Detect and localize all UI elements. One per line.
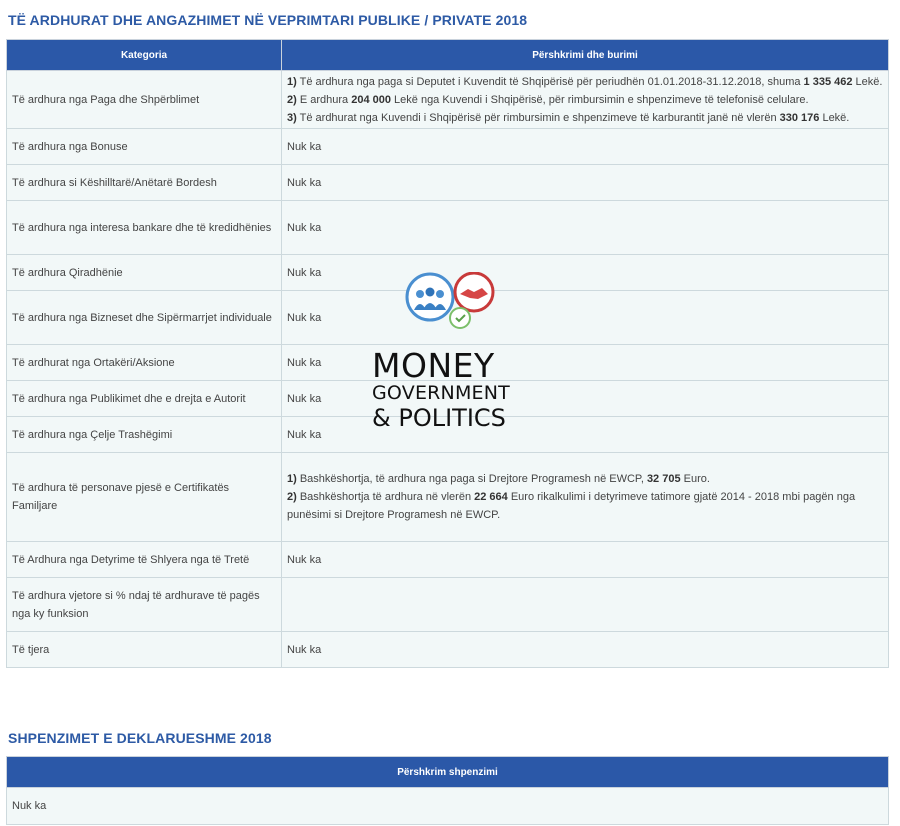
row-description: Nuk ka [282, 291, 889, 345]
line-number: 2) [287, 491, 297, 503]
table-row [7, 788, 889, 825]
line-text: Lekë nga Kuvendi i Shqipërisë, për rimbursimin e shpenzimeve të telefonisë celulare. [390, 93, 809, 106]
section-title-income: TË ARDHURAT DHE ANGAZHIMET NË VEPRIMTARI PUBLIKE / PRIVATE 2018 [8, 12, 528, 28]
amount-value: 204 000 [351, 93, 391, 106]
description-line [287, 73, 883, 91]
row-description: Nuk ka [282, 345, 889, 381]
row-category: Të ardhura nga Çelje Trashëgimi [7, 417, 282, 453]
table-row [7, 381, 889, 417]
table-row [7, 201, 889, 255]
row-description [282, 578, 889, 632]
watermark-line-government: GOVERNMENT [372, 382, 510, 404]
row-category: Të Ardhura nga Detyrime të Shlyera nga të Tretë [7, 542, 282, 578]
income-table [6, 39, 889, 668]
line-text: E ardhura [299, 93, 352, 106]
line-text: Euro. [680, 473, 710, 485]
row-description: Nuk ka [282, 417, 889, 453]
row-category: Të ardhura nga Bonuse [7, 129, 282, 165]
description-line [287, 91, 883, 109]
table-row [7, 578, 889, 632]
table-row [7, 129, 889, 165]
amount-value: 1 335 462 [803, 75, 853, 88]
table-row [7, 71, 889, 129]
row-description: Nuk ka [282, 381, 889, 417]
table-row [7, 417, 889, 453]
table-row [7, 255, 889, 291]
expense-value: Nuk ka [7, 788, 889, 825]
table-row [7, 345, 889, 381]
section-title-expenses: SHPENZIMET E DEKLARUESHME 2018 [8, 730, 272, 746]
row-category: Të tjera [7, 632, 282, 668]
amount-value: 22 664 [474, 491, 508, 503]
line-text: Bashkëshortja të ardhura në vlerën [299, 491, 475, 503]
table-row [7, 291, 889, 345]
row-category: Të ardhura të personave pjesë e Certifikatës Familjare [7, 453, 282, 542]
row-category: Të ardhura Qiradhënie [7, 255, 282, 291]
row-category: Të ardhura nga Paga dhe Shpërblimet [7, 71, 282, 129]
row-category: Të ardhurat nga Ortakëri/Aksione [7, 345, 282, 381]
row-description: Nuk ka [282, 632, 889, 668]
description-line [287, 470, 883, 488]
line-number: 3) [287, 111, 297, 124]
line-number: 1) [287, 75, 297, 88]
header-category: Kategoria [7, 40, 282, 71]
row-description: Nuk ka [282, 542, 889, 578]
row-category: Të ardhura nga interesa bankare dhe të kredidhënies [7, 201, 282, 255]
row-description: Nuk ka [282, 129, 889, 165]
line-text: Lekë. [819, 111, 850, 124]
row-category: Të ardhura nga Publikimet dhe e drejta e Autorit [7, 381, 282, 417]
description-line [287, 109, 883, 127]
row-description: Nuk ka [282, 201, 889, 255]
amount-value: 330 176 [779, 111, 820, 124]
header-expense-description: Përshkrim shpenzimi [7, 757, 889, 788]
table-row [7, 453, 889, 542]
watermark-line-money: MONEY [372, 346, 495, 385]
row-description: Nuk ka [282, 255, 889, 291]
line-number: 1) [287, 473, 297, 485]
table-row [7, 165, 889, 201]
line-number: 2) [287, 93, 297, 106]
row-description [282, 71, 889, 129]
line-text: Të ardhura nga paga si Deputet i Kuvendit të Shqipërisë për periudhën 01.01.2018-31.12.2018, shuma [299, 75, 804, 88]
table-row [7, 542, 889, 578]
table-header-row [7, 40, 889, 71]
table-header-row [7, 757, 889, 788]
row-category: Të ardhura si Këshilltarë/Anëtarë Bordesh [7, 165, 282, 201]
line-text: Bashkëshortja, të ardhura nga paga si Drejtore Programesh në EWCP, [299, 473, 647, 485]
line-text: Të ardhurat nga Kuvendi i Shqipërisë për rimbursimin e shpenzimeve të karburantit janë në vlerën [299, 111, 780, 124]
description-line [287, 488, 883, 524]
line-text: Euro rikalkulimi i detyrimeve tatimore gjatë 2014 - 2018 mbi pagën nga punësimi si Drejtore Programesh në EWCP. [287, 491, 856, 521]
amount-value: 32 705 [646, 473, 681, 485]
row-category: Të ardhura vjetore si % ndaj të ardhurave të pagës nga ky funksion [7, 578, 282, 632]
watermark-line-politics: & POLITICS [372, 404, 506, 432]
expenses-table [6, 756, 889, 825]
row-description: Nuk ka [282, 165, 889, 201]
row-description [282, 453, 889, 542]
header-description: Përshkrimi dhe burimi [282, 40, 889, 71]
row-category: Të ardhura nga Bizneset dhe Sipërmarrjet individuale [7, 291, 282, 345]
table-row [7, 632, 889, 668]
line-text: Lekë. [852, 75, 883, 88]
